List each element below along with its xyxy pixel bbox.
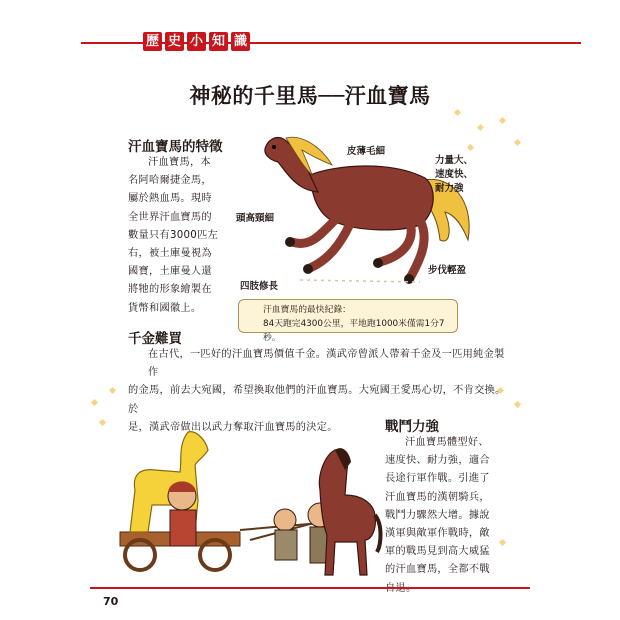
brown-horse-illustration — [305, 440, 385, 580]
label-legs: 四肢修長 — [240, 281, 279, 292]
label-neck: 頭高頸細 — [236, 213, 275, 224]
record-box: 汗血寶馬的最快紀錄： 84天跑完4300公里，平地跑1000米僅需1分7秒。 — [238, 299, 458, 333]
battle-text: 汗血寶馬體型好、 速度快、耐力強，適合 長途行軍作戰。引進了 汗血寶馬的漢朝騎兵， 戰鬥力驟然大增。據說 漢軍與敵軍作戰時，敵 軍的戰馬見到高大威猛 的汗血寶馬，全都不戰 — [385, 437, 490, 576]
page-title: 神秘的千里馬──汗血寶馬 — [189, 84, 431, 108]
header-char-box: 小 — [187, 32, 206, 51]
features-text: 汗血寶馬，本 名阿哈爾捷金馬， 屬於熱血馬。現時 全世界汗血寶馬的 數量只有3000匹左 右，被土庫曼視為 國寶，土庫曼人還 將牠的形象繪製在 貨幣和國徽上。 — [128, 157, 219, 314]
page-number: 70 — [103, 595, 119, 608]
story-heading: 千金難買 — [128, 331, 182, 347]
label-strength: 力量大、 速度快、 耐力強 — [435, 155, 474, 194]
label-gait: 步伐輕盈 — [428, 265, 467, 276]
header-char-box: 歷 — [143, 32, 162, 51]
header-char-box: 史 — [165, 32, 184, 51]
header-char-box: 知 — [209, 32, 228, 51]
story-text: 在古代，一匹好的汗血寶馬價值千金。漢武帝曾派人帶着千金及一匹用純金製作 的金馬，前去大宛國，希望換取他們的汗血寶馬。大宛國王愛馬心切，不肯交換。於 是，漢武帝做出以武力奪取汗血寶馬的決定。 — [128, 349, 506, 433]
features-heading: 汗血寶馬的特徵 — [128, 139, 223, 155]
battle-heading: 戰鬥力強 — [385, 419, 439, 435]
footer-rule — [90, 587, 530, 589]
header-char-box: 識 — [231, 32, 250, 51]
label-skin: 皮薄毛細 — [347, 146, 386, 157]
